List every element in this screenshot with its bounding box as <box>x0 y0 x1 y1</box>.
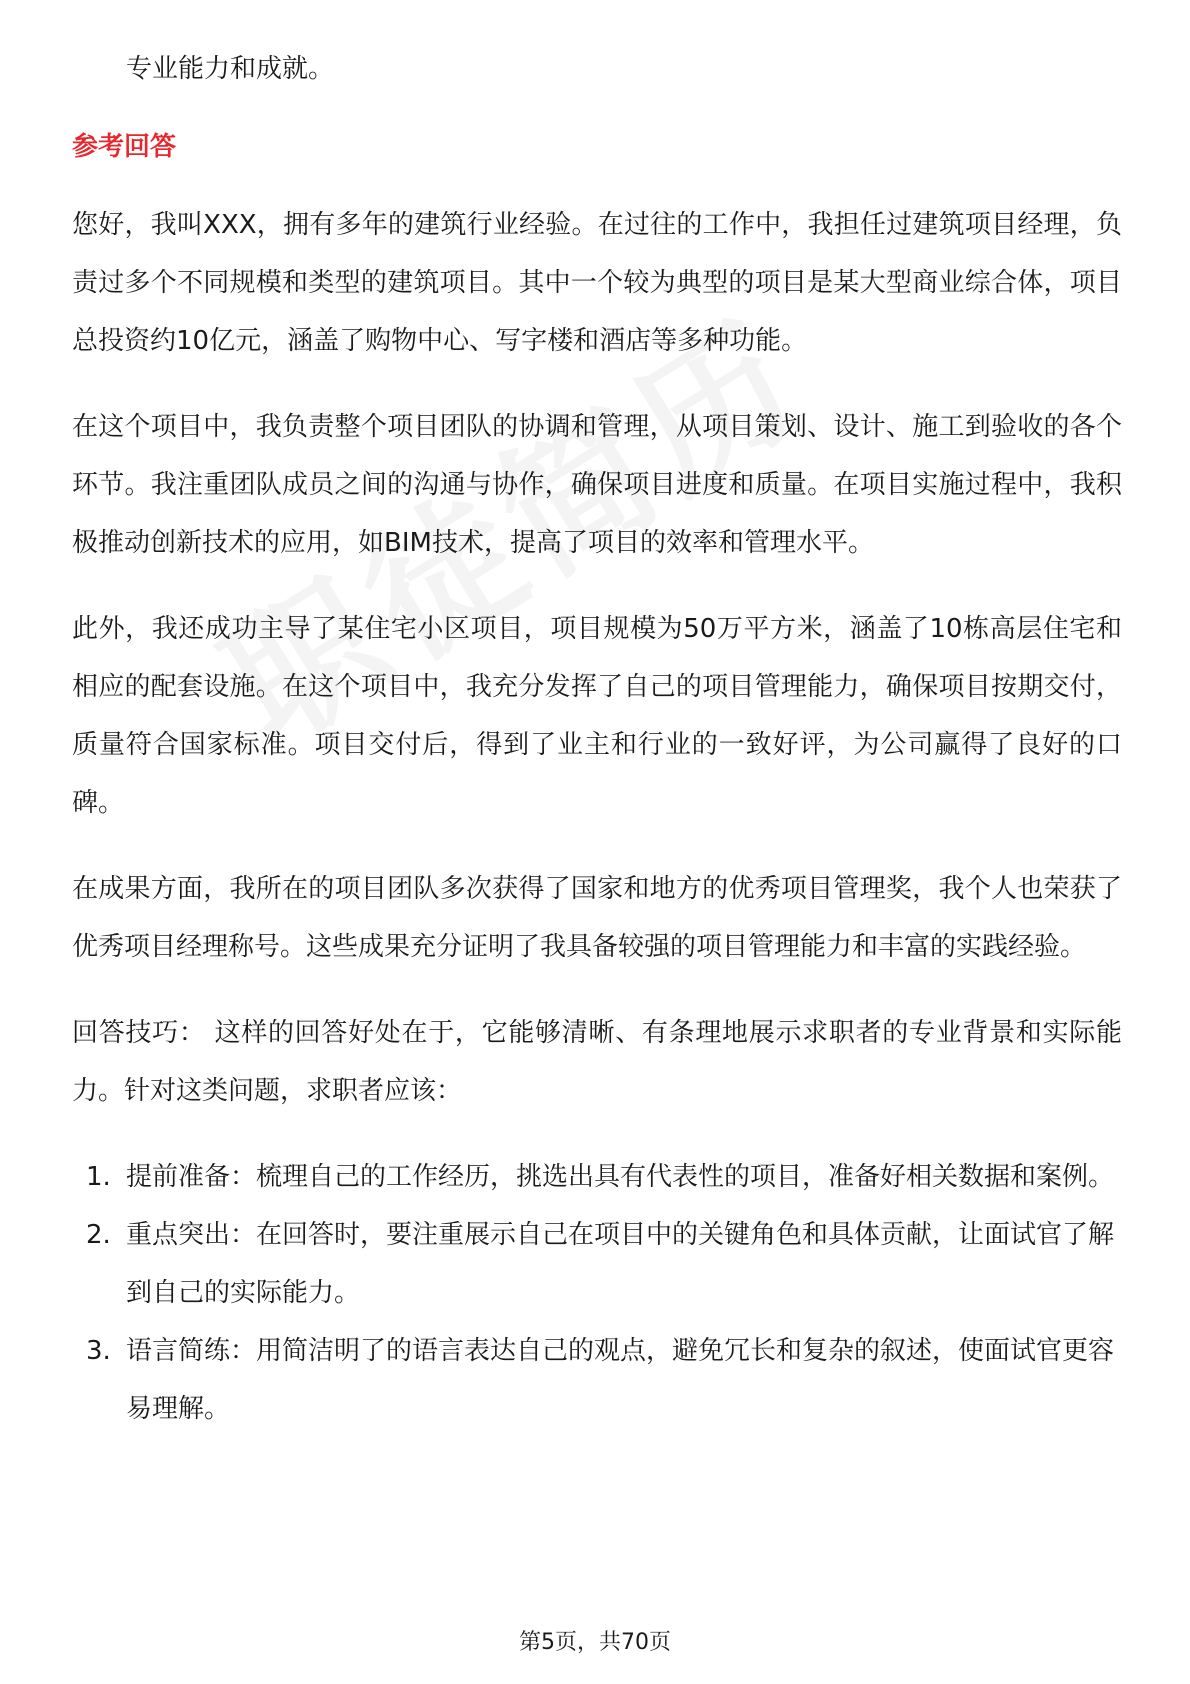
answer-tips-intro: 回答技巧： 这样的回答好处在于，它能够清晰、有条理地展示求职者的专业背景和实际能力。针对这类问题，求职者应该： <box>72 1018 1122 1106</box>
continuation-text: 专业能力和成就。 <box>126 54 335 84</box>
list-item-text: 提前准备：梳理自己的工作经历，挑选出具有代表性的项目，准备好相关数据和案例。 <box>126 1162 1115 1192</box>
list-item-text: 重点突出：在回答时，要注重展示自己在项目中的关键角色和具体贡献，让面试官了解到自己的实际能力。 <box>126 1220 1115 1308</box>
section-heading: 参考回答 <box>72 132 177 162</box>
list-item-number: 3. <box>86 1336 111 1366</box>
list-item <box>72 1206 1122 1322</box>
answer-paragraph-1: 您好，我叫XXX，拥有多年的建筑行业经验。在过往的工作中，我担任过建筑项目经理，负责过多个不同规模和类型的建筑项目。其中一个较为典型的项目是某大型商业综合体，项目总投资约10亿元，涵盖了购物中心、写字楼和酒店等多种功能。 <box>72 210 1122 356</box>
list-item <box>72 1322 1122 1438</box>
list-item-number: 1. <box>86 1162 111 1192</box>
list-item-text: 语言简练：用简洁明了的语言表达自己的观点，避免冗长和复杂的叙述，使面试官更容易理解。 <box>126 1336 1115 1424</box>
answer-paragraph-2: 在这个项目中，我负责整个项目团队的协调和管理，从项目策划、设计、施工到验收的各个环节。我注重团队成员之间的沟通与协作，确保项目进度和质量。在项目实施过程中，我积极推动创新技术的应用，如BIM技术，提高了项目的效率和管理水平。 <box>72 412 1122 558</box>
page-footer: 第5页，共70页 <box>519 1630 671 1655</box>
answer-paragraph-3: 此外，我还成功主导了某住宅小区项目，项目规模为50万平方米，涵盖了10栋高层住宅和相应的配套设施。在这个项目中，我充分发挥了自己的项目管理能力，确保项目按期交付，质量符合国家标准。项目交付后，得到了业主和行业的一致好评，为公司赢得了良好的口碑。 <box>72 614 1122 818</box>
answer-paragraph-4: 在成果方面，我所在的项目团队多次获得了国家和地方的优秀项目管理奖，我个人也荣获了优秀项目经理称号。这些成果充分证明了我具备较强的项目管理能力和丰富的实践经验。 <box>72 874 1122 962</box>
tips-list <box>72 1148 1122 1438</box>
list-item <box>72 1148 1122 1206</box>
list-item-number: 2. <box>86 1220 111 1250</box>
page-content <box>72 40 1122 1438</box>
